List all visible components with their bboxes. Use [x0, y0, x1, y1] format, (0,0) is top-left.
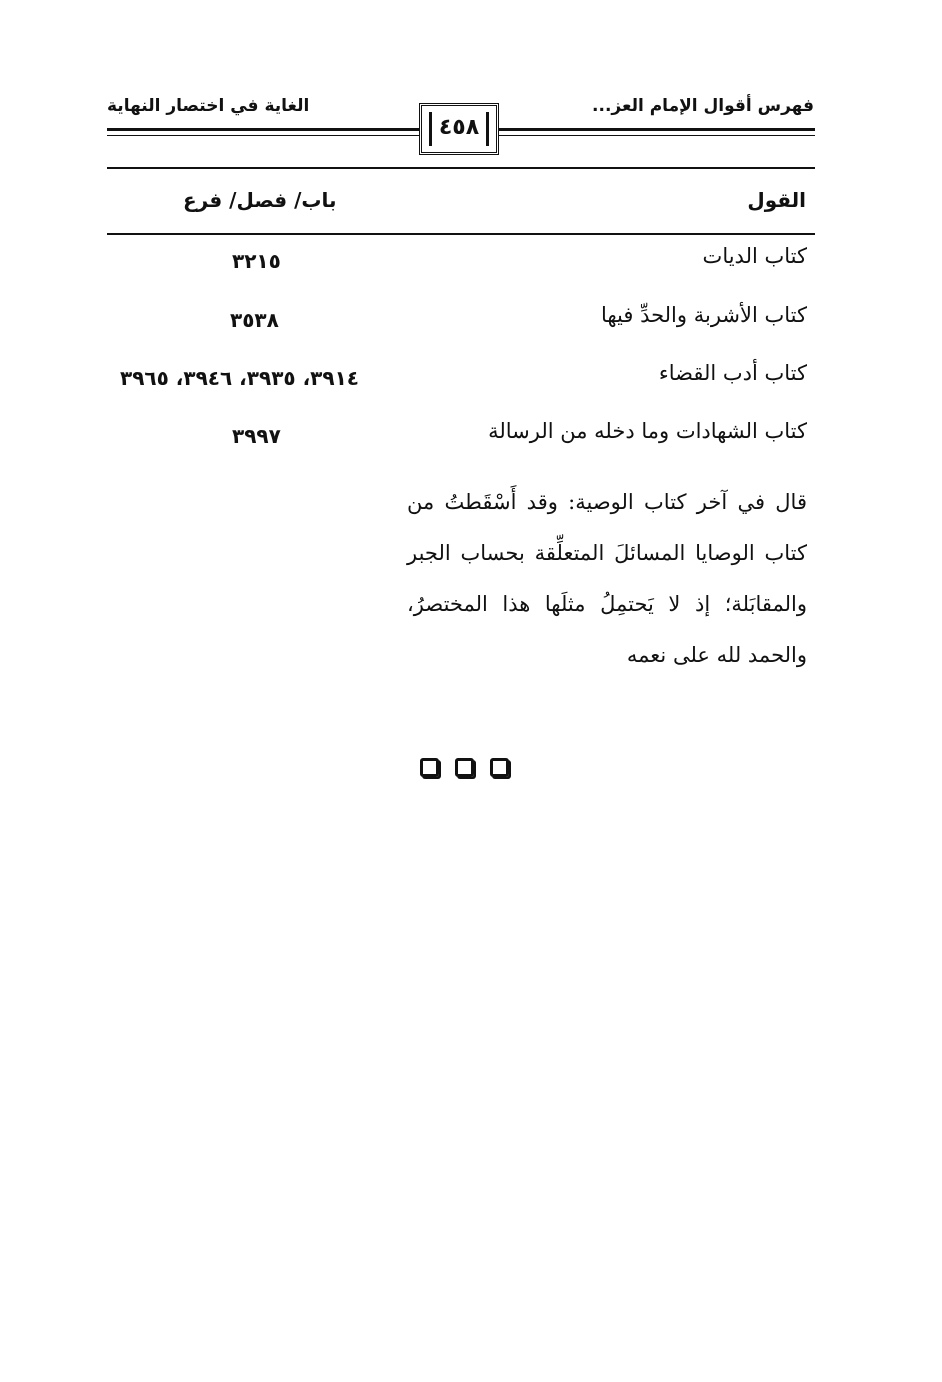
column-header-reference: باب/ فصل/ فرع — [183, 188, 337, 212]
table-row-reference: ٣٩١٤، ٣٩٣٥، ٣٩٤٦، ٣٩٦٥ — [120, 366, 359, 390]
table-row-quote: كتاب الديات — [702, 244, 807, 268]
page-number: ٤٥٨ — [438, 115, 480, 140]
table-row-reference: ٣٩٩٧ — [232, 424, 281, 448]
square-ornament-icon — [420, 758, 439, 777]
table-row-quote: كتاب الشهادات وما دخله من الرسالة — [488, 419, 807, 443]
square-ornament-icon — [490, 758, 509, 777]
table-row-reference: ٣٥٣٨ — [230, 308, 279, 332]
page-number-frame — [419, 103, 499, 155]
closing-paragraph: قال في آخر كتاب الوصية: وقد أَسْقَطتُ من كتاب الوصايا المسائلَ المتعلِّقة بحساب الجبر والمقابَلة؛ إذ لا يَحتمِلُ مثلَها هذا المختصرُ، والحمد لله على نعمه — [407, 490, 807, 667]
table-header-rule — [107, 233, 815, 235]
header-rule-left-thin — [107, 135, 420, 136]
running-header-right: فهرس أقوال الإمام العز... — [592, 96, 814, 116]
header-rule-right-thick — [499, 128, 815, 131]
table-row-quote: كتاب أدب القضاء — [658, 361, 807, 385]
square-ornament-icon — [455, 758, 474, 777]
header-rule-right-thin — [499, 135, 815, 136]
end-of-section-ornament — [420, 758, 509, 777]
table-top-rule — [107, 167, 815, 169]
column-header-quote: القول — [747, 188, 806, 212]
table-row-reference: ٣٢١٥ — [232, 249, 281, 273]
header-rule-left-thick — [107, 128, 420, 131]
running-header-left: الغاية في اختصار النهاية — [107, 96, 310, 116]
table-row-quote: كتاب الأشربة والحدِّ فيها — [600, 303, 807, 327]
